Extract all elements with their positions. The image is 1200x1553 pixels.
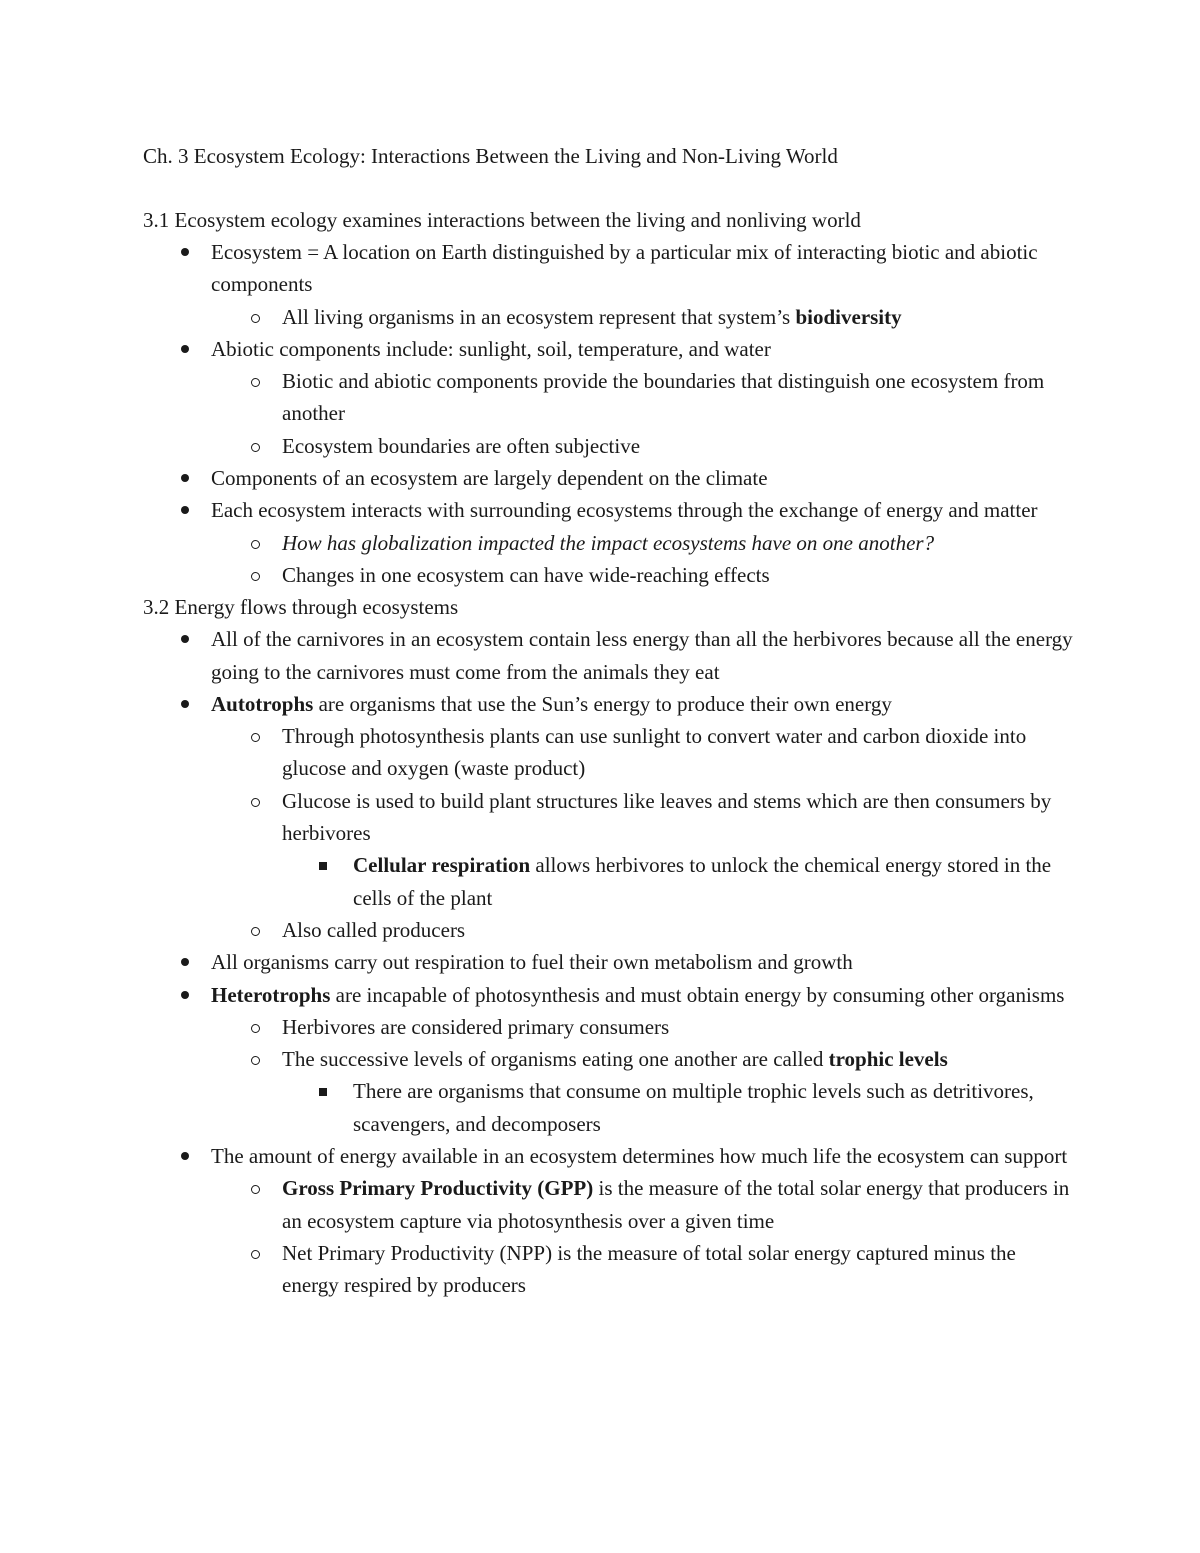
bullet-disc-icon <box>181 700 189 708</box>
list-item-text: All living organisms in an ecosystem represent that system’s <box>282 304 796 329</box>
list-item-text: There are organisms that consume on multiple trophic levels such as detritivores, scavengers, and decomposers <box>353 1079 1034 1136</box>
list-item <box>143 688 1073 720</box>
bullet-disc-icon <box>181 345 189 353</box>
bullet-disc-icon <box>181 958 189 966</box>
bullet-disc-icon <box>181 635 189 643</box>
bullet-circle-icon <box>251 314 260 323</box>
list-item <box>143 849 1073 914</box>
list-item-text: Also called producers <box>282 917 466 942</box>
bullet-square-icon <box>319 1088 327 1096</box>
list-item-text: Changes in one ecosystem can have wide-reaching effects <box>282 562 770 587</box>
list-item <box>143 1237 1073 1302</box>
list-item-text: Herbivores are considered primary consumers <box>282 1014 670 1039</box>
italic-question: How has globalization impacted the impact ecosystems have on one another? <box>282 530 935 555</box>
bullet-circle-icon <box>251 1250 260 1259</box>
bullet-circle-icon <box>251 798 260 807</box>
list-item-text: are organisms that use the Sun’s energy to produce their own energy <box>313 691 892 716</box>
list-item-text: All organisms carry out respiration to fuel their own metabolism and growth <box>211 950 853 975</box>
list-item <box>143 462 1073 494</box>
list-item <box>143 236 1073 301</box>
list-item <box>143 301 1073 333</box>
list-item-text: is the measure of the total solar energy that producers in an ecosystem capture via photosynthesis over a given time <box>282 1176 1070 1233</box>
bullet-disc-icon <box>181 474 189 482</box>
section-heading-3-1: 3.1 Ecosystem ecology examines interactions between the living and nonliving world <box>143 208 861 232</box>
bullet-disc-icon <box>181 991 189 999</box>
section-heading-3-2: 3.2 Energy flows through ecosystems <box>143 595 459 620</box>
bold-term: Cellular respiration <box>353 853 531 878</box>
list-item-text: are incapable of photosynthesis and must obtain energy by consuming other organisms <box>330 982 1065 1007</box>
list-item-text: allows herbivores to unlock the chemical energy stored in the cells of the plant <box>353 853 1052 910</box>
list-item-text: Ecosystem boundaries are often subjective <box>282 433 641 458</box>
bullet-circle-icon <box>251 1056 260 1065</box>
bold-term: trophic levels <box>828 1047 948 1072</box>
list-item-text: Net Primary Productivity (NPP) is the measure of total solar energy captured minus the energy respired by producers <box>282 1240 1016 1298</box>
bold-term: Gross Primary Productivity (GPP) <box>282 1176 594 1201</box>
list-item-text: Abiotic components include: sunlight, soil, temperature, and water <box>211 336 771 361</box>
list-item-text: The successive levels of organisms eating one another are called <box>282 1047 829 1072</box>
list-item <box>143 720 1073 785</box>
bullet-circle-icon <box>251 733 260 742</box>
list-item <box>143 365 1073 430</box>
list-item-text: Components of an ecosystem are largely dependent on the climate <box>211 466 768 491</box>
list-item-text: Biotic and abiotic components provide the boundaries that distinguish one ecosystem from another <box>282 369 1045 426</box>
bullet-circle-icon <box>251 1185 260 1194</box>
bullet-circle-icon <box>251 927 260 936</box>
list-item <box>143 1011 1073 1043</box>
list-item <box>143 1043 1073 1075</box>
list-item <box>143 494 1073 526</box>
bullet-circle-icon <box>251 1024 260 1033</box>
list-item-text: The amount of energy available in an ecosystem determines how much life the ecosystem can support <box>211 1144 1068 1169</box>
list-item-text: Through photosynthesis plants can use sunlight to convert water and carbon dioxide into glucose and oxygen (waste product) <box>282 724 1027 781</box>
list-item <box>143 1172 1073 1237</box>
bullet-circle-icon <box>251 540 260 549</box>
list-item <box>143 979 1073 1011</box>
bullet-circle-icon <box>251 572 260 581</box>
page-title: Ch. 3 Ecosystem Ecology: Interactions Between the Living and Non-Living World <box>143 144 838 168</box>
list-item <box>143 946 1073 978</box>
bullet-disc-icon <box>181 506 189 514</box>
list-item <box>143 785 1073 850</box>
list-item <box>143 623 1073 688</box>
list-item <box>143 914 1073 946</box>
list-item-text: All of the carnivores in an ecosystem contain less energy than all the herbivores because all the energy going to the carnivores must come from the animals they eat <box>211 627 1073 684</box>
list-item <box>143 527 1073 559</box>
list-item-text: Ecosystem = A location on Earth distinguished by a particular mix of interacting biotic and abiotic components <box>211 240 1038 297</box>
bullet-circle-icon <box>251 443 260 452</box>
bold-term: biodiversity <box>795 304 902 329</box>
notes-body <box>143 140 1073 1302</box>
list-item <box>143 1075 1073 1140</box>
list-item <box>143 1140 1073 1172</box>
bullet-disc-icon <box>181 1152 189 1160</box>
list-item <box>143 333 1073 365</box>
list-item <box>143 430 1073 462</box>
bold-term: Heterotrophs <box>211 982 331 1007</box>
list-item <box>143 559 1073 591</box>
bullet-circle-icon <box>251 378 260 387</box>
bullet-disc-icon <box>181 248 189 256</box>
bullet-square-icon <box>319 862 327 870</box>
list-item-text: Glucose is used to build plant structures like leaves and stems which are then consumers by herbivores <box>282 788 1052 846</box>
list-item-text: Each ecosystem interacts with surrounding ecosystems through the exchange of energy and matter <box>211 498 1038 523</box>
bold-term: Autotrophs <box>211 691 314 716</box>
